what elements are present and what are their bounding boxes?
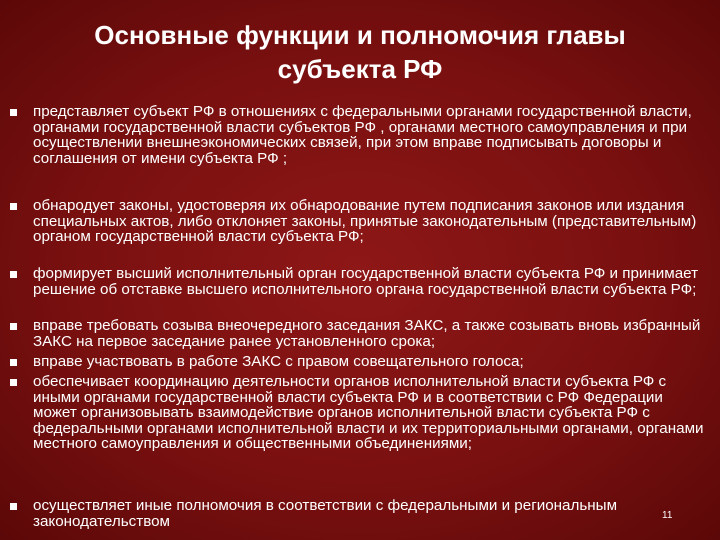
bullet-list xyxy=(0,104,720,532)
bullet-item xyxy=(0,374,720,498)
bullet-text: осуществляет иные полномочия в соответствии с федеральными и региональным законодательством xyxy=(33,497,618,530)
bullet-item xyxy=(0,318,720,354)
square-bullet-icon xyxy=(10,379,17,386)
square-bullet-icon xyxy=(10,503,17,510)
square-bullet-icon xyxy=(10,323,17,330)
bullet-item xyxy=(0,498,720,532)
slide-title xyxy=(0,18,720,86)
bullet-text: формирует высший исполнительный орган государственной власти субъекта РФ и принимает решение об отставке высшего исполнительного органа государственной власти субъекта РФ; xyxy=(33,265,699,298)
bullet-item xyxy=(0,104,720,198)
bullet-text: обеспечивает координацию деятельности органов исполнительной власти субъекта РФ с иными органами государственной власти субъекта РФ и в соответствии с РФ Федерации может организовывать взаимодействие органов исполнительной власти субъекта РФ с федеральными органами исполнительной власти и их территориальными органами, органами местного самоуправления и общественными объединениями; xyxy=(33,373,704,453)
square-bullet-icon xyxy=(10,109,17,116)
bullet-text: вправе участвовать в работе ЗАКС с правом совещательного голоса; xyxy=(33,353,524,370)
square-bullet-icon xyxy=(10,359,17,366)
slide-title-line-1: Основные функции и полномочия главы xyxy=(94,20,626,50)
bullet-item xyxy=(0,266,720,318)
bullet-text: представляет субъект РФ в отношениях с федеральными органами государственной власти, органами государственной власти субъектов РФ , органами местного самоуправления и при осуществлении внешнеэкономических связей, при этом вправе подписывать договоры и соглашения от имени субъекта РФ ; xyxy=(33,103,692,167)
slide-title-line-2: субъекта РФ xyxy=(277,54,443,84)
bullet-item xyxy=(0,354,720,374)
bullet-text: вправе требовать созыва внеочередного заседания ЗАКС, а также созывать вновь избранный ЗАКС на первое заседание ранее установленного срока; xyxy=(33,317,701,350)
bullet-text: обнародует законы, удостоверяя их обнародование путем подписания законов или издания специальных актов, либо отклоняет законы, принятые законодательным (представительным) органом государственной власти субъекта РФ; xyxy=(33,197,697,246)
bullet-item xyxy=(0,198,720,266)
square-bullet-icon xyxy=(10,271,17,278)
square-bullet-icon xyxy=(10,203,17,210)
page-number: 11 xyxy=(662,510,673,521)
